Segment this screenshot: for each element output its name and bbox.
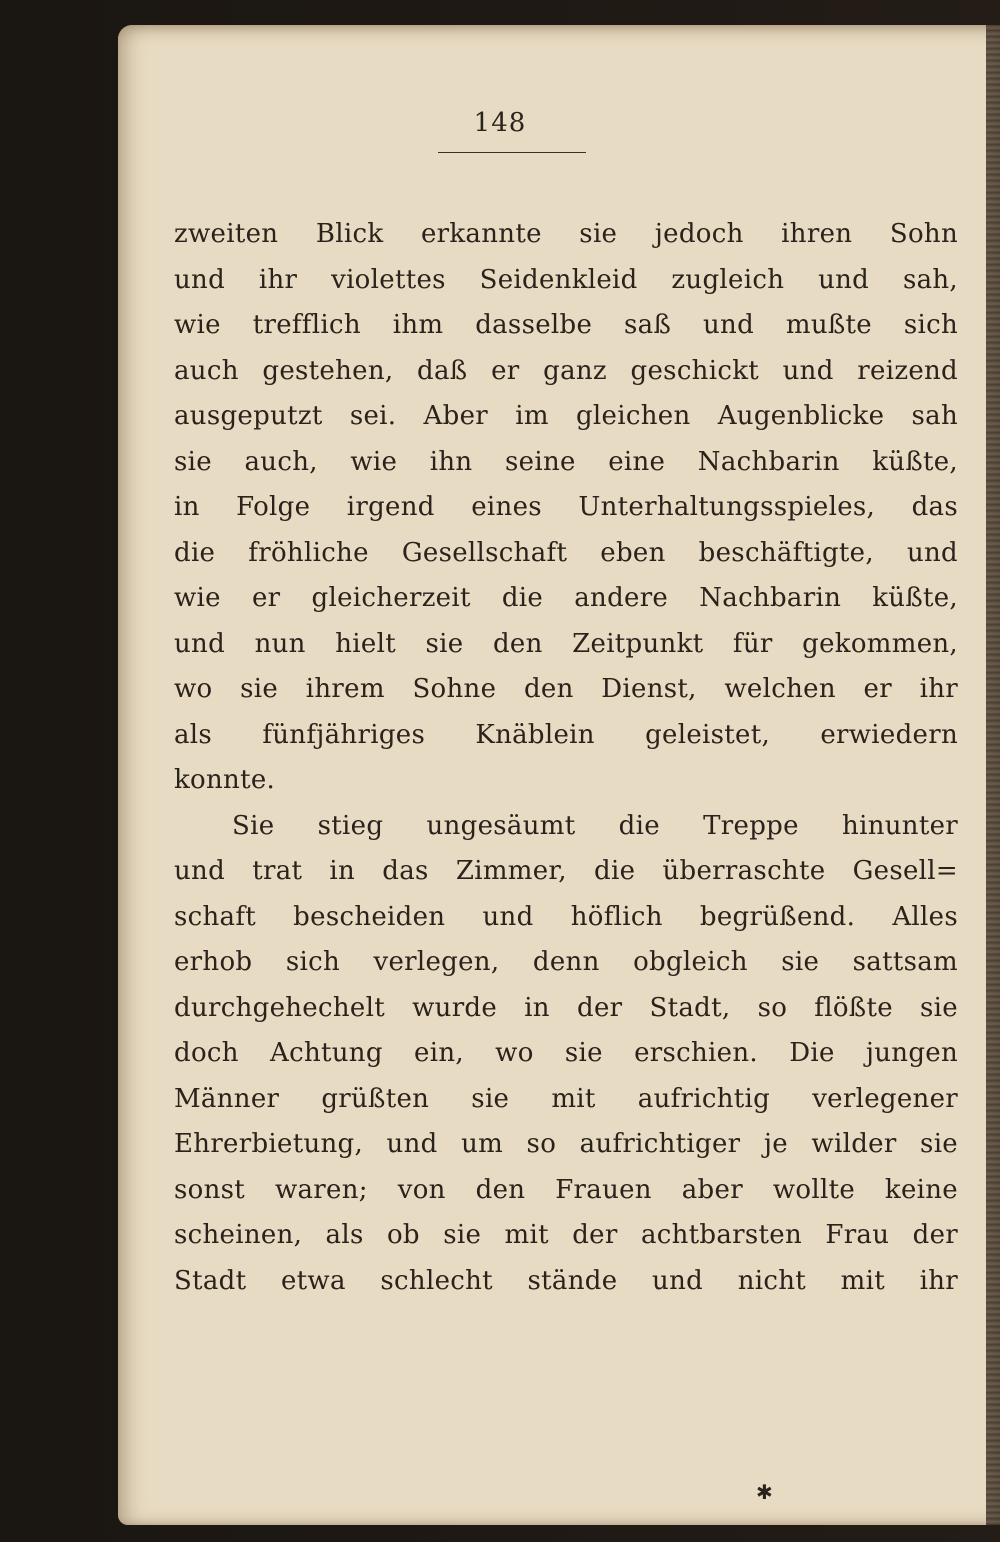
page-number: 148 xyxy=(473,108,527,138)
text-line: scheinen, als ob sie mit der achtbarsten Frau der xyxy=(174,1220,958,1250)
text-line: Männer grüßten sie mit aufrichtig verlegener xyxy=(174,1083,958,1114)
page-number-rule xyxy=(438,152,586,153)
text-line: und trat in das Zimmer, die überraschte Gesell= xyxy=(174,856,958,886)
text-line: und ihr violettes Seidenkleid zugleich und sah, xyxy=(174,264,958,295)
text-line: sie auch, wie ihn seine eine Nachbarin küßte, xyxy=(174,446,958,477)
text-line: wie trefflich ihm dasselbe saß und mußte sich xyxy=(174,310,958,340)
text-line: die fröhliche Gesellschaft eben beschäftigte, und xyxy=(174,537,958,568)
text-line: wo sie ihrem Sohne den Dienst, welchen er ihr xyxy=(174,674,958,704)
body-text xyxy=(174,212,958,1304)
text-line: sonst waren; von den Frauen aber wollte keine xyxy=(174,1174,958,1205)
text-line: als fünfjähriges Knäblein geleistet, erwiedern xyxy=(174,719,958,750)
text-line: ausgeputzt sei. Aber im gleichen Augenblicke sah xyxy=(174,401,958,431)
text-line: und nun hielt sie den Zeitpunkt für gekommen, xyxy=(174,628,958,659)
page-edge xyxy=(986,25,1000,1525)
text-line: schaft bescheiden und höflich begrüßend. Alles xyxy=(174,901,958,932)
text-line: auch gestehen, daß er ganz geschickt und reizend xyxy=(174,355,958,386)
text-line: in Folge irgend eines Unterhaltungsspieles, das xyxy=(174,492,958,522)
text-line: Sie stieg ungesäumt die Treppe hinunter xyxy=(232,810,958,841)
text-line: Ehrerbietung, und um so aufrichtiger je wilder sie xyxy=(174,1129,958,1159)
text-line: konnte. xyxy=(174,765,276,795)
text-line: zweiten Blick erkannte sie jedoch ihren Sohn xyxy=(174,219,958,249)
text-line: doch Achtung ein, wo sie erschien. Die jungen xyxy=(174,1038,958,1068)
ink-blot-mark: ✱ xyxy=(756,1480,773,1504)
text-line: durchgehechelt wurde in der Stadt, so flößte sie xyxy=(174,992,958,1023)
text-line: Stadt etwa schlecht stände und nicht mit ihr xyxy=(174,1265,958,1296)
text-line: erhob sich verlegen, denn obgleich sie sattsam xyxy=(174,947,958,977)
text-line: wie er gleicherzeit die andere Nachbarin küßte, xyxy=(174,583,958,613)
